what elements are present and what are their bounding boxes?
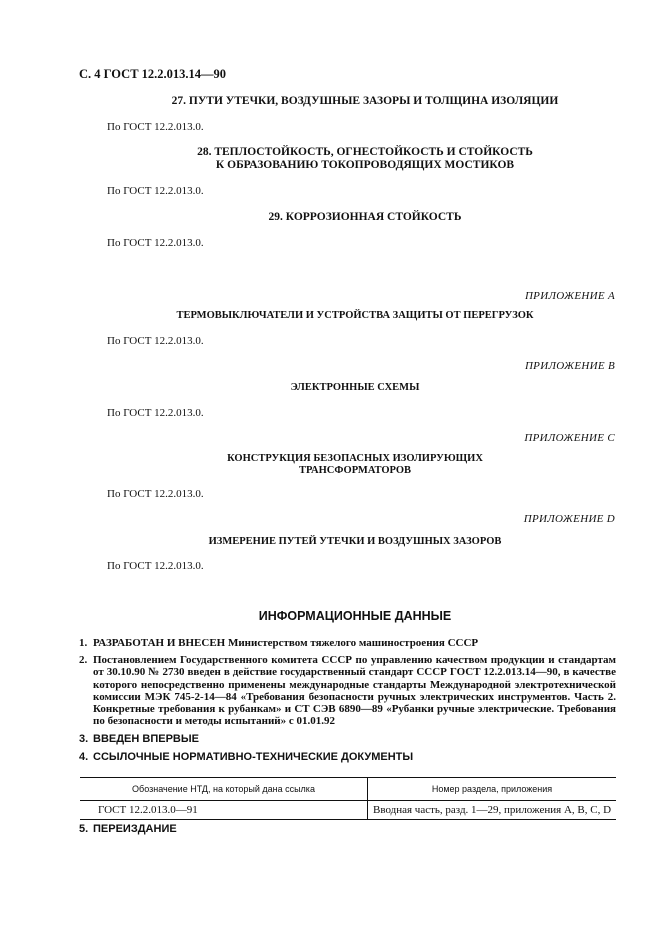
section-27-title: 27. ПУТИ УТЕЧКИ, ВОЗДУШНЫЕ ЗАЗОРЫ И ТОЛЩИНА ИЗОЛЯЦИИ <box>171 95 559 107</box>
section-28-title-line2: К ОБРАЗОВАНИЮ ТОКОПРОВОДЯЩИХ МОСТИКОВ <box>215 159 515 171</box>
appendix-b-label: ПРИЛОЖЕНИЕ В <box>524 360 615 372</box>
appendix-d-text: По ГОСТ 12.2.013.0. <box>107 560 204 572</box>
appendix-b-text: По ГОСТ 12.2.013.0. <box>107 407 204 419</box>
info-item-text: РАЗРАБОТАН И ВНЕСЕН Министерством тяжелого машиностроения СССР <box>93 637 479 649</box>
section-28-title-line1: 28. ТЕПЛОСТОЙКОСТЬ, ОГНЕСТОЙКОСТЬ И СТОЙКОСТЬ <box>197 146 533 158</box>
table-header-section: Номер раздела, приложения <box>368 778 617 801</box>
running-head: С. 4 ГОСТ 12.2.013.14—90 <box>79 67 227 81</box>
section-27-text: По ГОСТ 12.2.013.0. <box>107 121 204 133</box>
appendix-c-title-line1: КОНСТРУКЦИЯ БЕЗОПАСНЫХ ИЗОЛИРУЮЩИХ <box>227 453 483 464</box>
appendix-c-text: По ГОСТ 12.2.013.0. <box>107 488 204 500</box>
appendix-d-title: ИЗМЕРЕНИЕ ПУТЕЙ УТЕЧКИ И ВОЗДУШНЫХ ЗАЗОРОВ <box>208 536 502 547</box>
info-item-text: ПЕРЕИЗДАНИЕ <box>93 823 177 835</box>
appendix-d-label: ПРИЛОЖЕНИЕ D <box>523 513 615 525</box>
table-header-designation: Обозначение НТД, на который дана ссылка <box>80 778 368 801</box>
info-item-1 <box>79 637 616 649</box>
appendix-a-label: ПРИЛОЖЕНИЕ А <box>524 290 615 302</box>
appendix-c-title-line2: ТРАНСФОРМАТОРОВ <box>298 465 412 476</box>
info-item-number: 5. <box>79 823 89 835</box>
info-item-number: 2. <box>79 654 88 666</box>
table-cell-section: Вводная часть, разд. 1—29, приложения А, В, С, D <box>368 801 617 820</box>
appendix-c-label: ПРИЛОЖЕНИЕ С <box>524 432 615 444</box>
info-item-2 <box>79 654 616 728</box>
section-28-title <box>80 146 650 172</box>
table-row <box>80 801 616 820</box>
appendix-a-text: По ГОСТ 12.2.013.0. <box>107 335 204 347</box>
section-29-text: По ГОСТ 12.2.013.0. <box>107 237 204 249</box>
table-header-row <box>80 778 616 801</box>
info-item-3 <box>79 733 616 745</box>
reference-documents-table <box>80 777 616 820</box>
appendix-b-title: ЭЛЕКТРОННЫЕ СХЕМЫ <box>290 382 420 393</box>
appendix-a-title: ТЕРМОВЫКЛЮЧАТЕЛИ И УСТРОЙСТВА ЗАЩИТЫ ОТ ПЕРЕГРУЗОК <box>176 310 534 321</box>
table-cell-designation: ГОСТ 12.2.013.0—91 <box>80 801 368 820</box>
info-item-4 <box>79 751 616 763</box>
info-item-text: ВВЕДЕН ВПЕРВЫЕ <box>93 733 199 745</box>
section-28-text: По ГОСТ 12.2.013.0. <box>107 185 204 197</box>
section-29-title: 29. КОРРОЗИОННАЯ СТОЙКОСТЬ <box>268 211 462 223</box>
info-title: ИНФОРМАЦИОННЫЕ ДАННЫЕ <box>258 609 452 623</box>
info-item-5 <box>79 823 616 835</box>
info-item-number: 3. <box>79 733 89 745</box>
appendix-c-title <box>80 453 630 477</box>
info-item-text: ССЫЛОЧНЫЕ НОРМАТИВНО-ТЕХНИЧЕСКИЕ ДОКУМЕНТЫ <box>93 751 414 763</box>
info-item-number: 4. <box>79 751 89 763</box>
info-item-text: Постановлением Государственного комитета СССР по управлению качеством продукции и стандартам от 30.10.90 № 2730 введен в действие государственный стандарт СССР ГОСТ 12.2.013.14—90, в качестве которого непосредственно применены международные стандарты Международной электротехнической комиссии МЭК 745-2-14—84 «Требования безопасности ручных электрических инструментов. Часть 2. Конкретные требования к рубанкам» и СТ СЭВ 6890—89 «Рубанки ручные электрические. Требования по безопасности и методы испытаний» с 01.01.92 <box>93 654 616 728</box>
info-item-number: 1. <box>79 637 88 649</box>
